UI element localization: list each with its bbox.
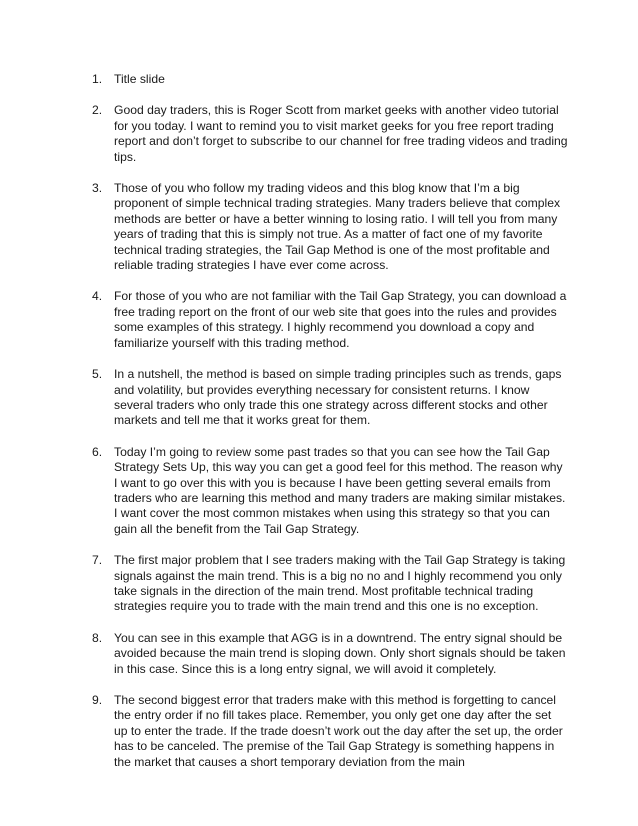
list-text: You can see in this example that AGG is in a downtrend. The entry signal should be avoided because the main trend is sloping down. Only short signals should be taken in this case. Since this is a long entry signal, we will avoid it completely. — [114, 630, 566, 676]
list-text: The first major problem that I see traders making with the Tail Gap Strategy is taking signals against the main trend. This is a big no no and I highly recommend you only take signals in the direction of the main trend. Most profitable technical trading strategies require you to trade with the main trend and this one is no exception. — [114, 553, 566, 614]
list-number: 2. — [92, 103, 103, 118]
list-item — [92, 553, 568, 615]
list-item — [92, 72, 568, 87]
list-number: 6. — [92, 444, 103, 459]
list-number: 4. — [92, 289, 103, 304]
list-number: 8. — [92, 630, 103, 645]
list-text: Good day traders, this is Roger Scott from market geeks with another video tutorial for you today. I want to remind you to visit market geeks for you free report trading report and don’t forget to subscribe to our channel for free trading videos and trading tips. — [114, 103, 568, 164]
list-item — [92, 289, 568, 351]
list-item — [92, 367, 568, 429]
list-number: 9. — [92, 693, 103, 707]
list-item — [92, 693, 568, 770]
list-text: For those of you who are not familiar with the Tail Gap Strategy, you can download a free trading report on the front of our web site that goes into the rules and provides some examples of this strategy. I highly recommend you download a copy and familiarize yourself with this trading method. — [114, 289, 567, 350]
list-item — [92, 445, 568, 537]
list-number: 1. — [92, 72, 103, 86]
list-text: Those of you who follow my trading videos and this blog know that I’m a big proponent of simple technical trading strategies. Many traders believe that complex methods are better or have a better winning to losing ratio. I will tell you from many years of trading that this is simply not true. As a matter of fact one of my favorite technical trading strategies, the Tail Gap Method is one of the most profitable and reliable trading strategies I have ever come across. — [114, 181, 561, 273]
list-text: Today I’m going to review some past trades so that you can see how the Tail Gap Strategy Sets Up, this way you can get a good feel for this method. The reason why I want to go over this with you is because I have been getting several emails from traders who are learning this method and many traders are making similar mistakes. I want cover the most common mistakes when using this strategy so that you can gain all the benefit from the Tail Gap Strategy. — [114, 444, 566, 536]
list-text: The second biggest error that traders make with this method is forgetting to cancel the entry order if no fill takes place. Remember, you only get one day after the set up to enter the trade. If the trade doesn’t work out the day after the set up, the order has to be canceled. The premise of the Tail Gap Strategy is something happens in the market that causes a short temporary deviation from the main — [114, 693, 563, 769]
list-number: 7. — [92, 553, 103, 568]
list-number: 3. — [92, 181, 103, 196]
list-text: In a nutshell, the method is based on simple trading principles such as trends, gaps and volatility, but provides everything necessary for consistent returns. I know several traders who only trade this one strategy across different stocks and other markets and tell me that it works great for them. — [114, 367, 562, 428]
list-item — [92, 631, 568, 677]
list-number: 5. — [92, 367, 103, 382]
list-text: Title slide — [114, 72, 165, 86]
list-item — [92, 103, 568, 165]
list-item — [92, 181, 568, 273]
